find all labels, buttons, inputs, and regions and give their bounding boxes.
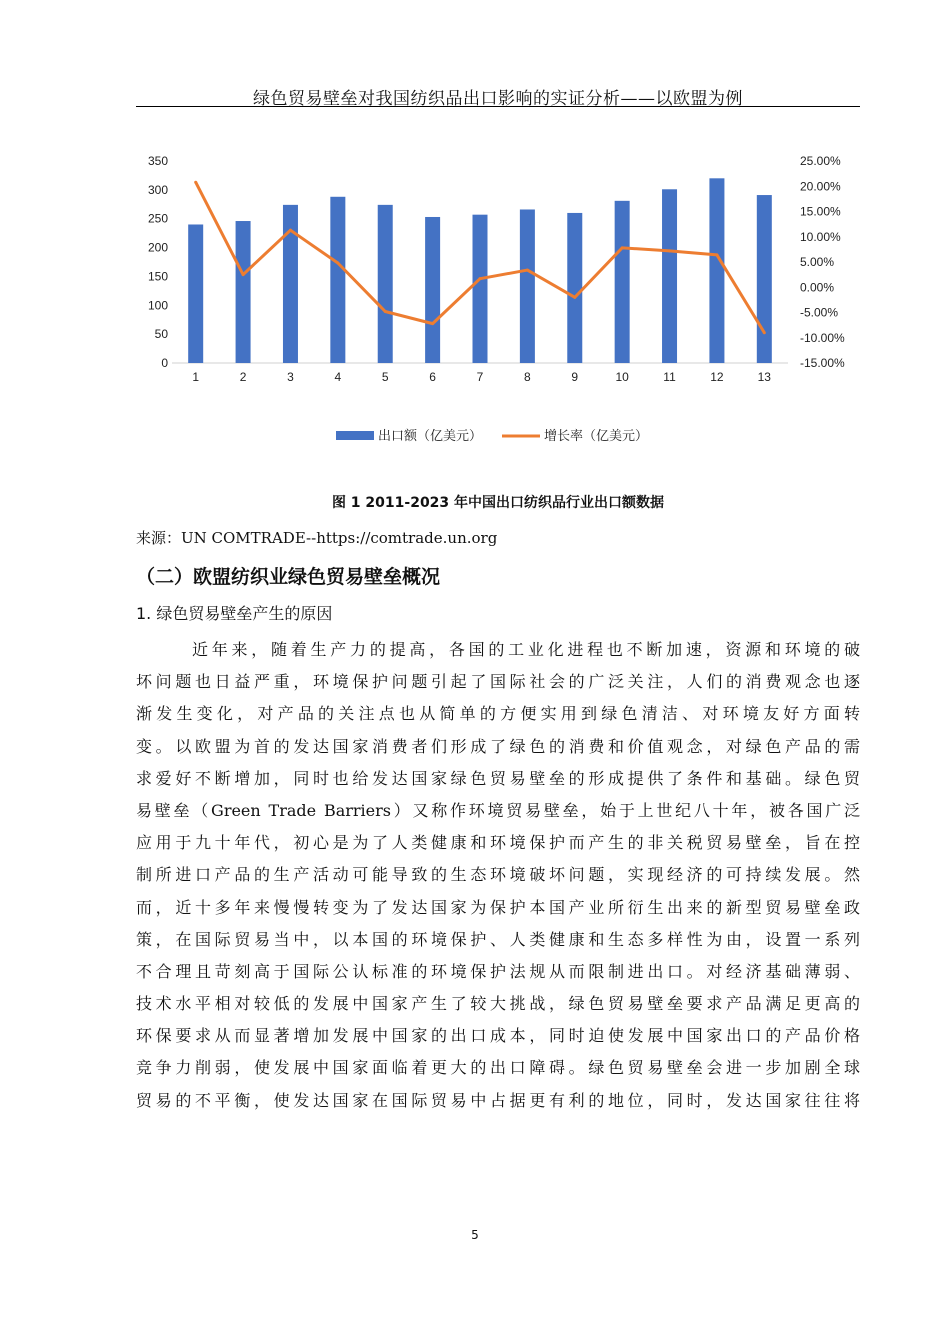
bar-export-value	[188, 224, 203, 363]
x-tick-label: 13	[757, 370, 771, 384]
y-right-tick-label: 5.00%	[800, 255, 835, 269]
bar-export-value	[378, 205, 393, 363]
bar-export-value	[567, 213, 582, 363]
body-line: 而，近十多年来慢慢转变为了发达国家为保护本国产业所衍生出来的新型贸易壁垒政	[136, 897, 860, 917]
body-line: 不合理且苛刻高于国际公认标准的环境保护法规从而限制进出口。对经济基础薄弱、	[136, 961, 860, 981]
growth-rate-point	[289, 229, 292, 232]
growth-rate-point	[336, 262, 339, 265]
growth-rate-point	[715, 253, 718, 256]
sub-heading: 1. 绿色贸易壁垒产生的原因	[136, 604, 333, 623]
body-line: 环保要求从而显著增加发展中国家的出口成本，同时迫使发展中国家出口的产品价格	[136, 1026, 860, 1046]
x-tick-label: 1	[192, 370, 200, 384]
growth-rate-point	[668, 249, 671, 252]
growth-rate-point	[242, 273, 245, 276]
y-left-tick-label: 300	[147, 182, 168, 197]
bar-export-value	[283, 205, 298, 363]
x-tick-label: 2	[239, 370, 247, 384]
body-line: 应用于九十年代，初心是为了人类健康和环境保护而产生的非关税贸易壁垒，旨在控	[136, 833, 860, 853]
growth-rate-point	[526, 269, 529, 272]
x-tick-label: 9	[571, 370, 579, 384]
body-line: 制所进口产品的生产活动可能导致的生态环境破坏问题，实现经济的可持续发展。然	[136, 865, 860, 885]
y-left-tick-label: 150	[147, 269, 168, 284]
page-number: 5	[471, 1228, 479, 1242]
y-right-tick-label: 10.00%	[800, 229, 841, 244]
combo-chart	[136, 148, 860, 468]
bar-export-value	[330, 197, 345, 363]
growth-rate-point	[763, 331, 766, 334]
body-line: 变。以欧盟为首的发达国家消费者们形成了绿色的消费和价值观念，对绿色产品的需	[136, 736, 860, 756]
body-line: 渐发生变化，对产品的关注点也从简单的方便实用到绿色清洁、对环境友好方面转	[136, 704, 860, 724]
x-tick-label: 11	[663, 370, 676, 384]
growth-rate-point	[384, 310, 387, 313]
y-right-tick-label: 25.00%	[800, 154, 841, 168]
y-left-tick-label: 100	[147, 298, 168, 313]
bar-export-value	[236, 221, 251, 363]
bar-export-value	[473, 215, 488, 363]
body-paragraph	[136, 634, 860, 1117]
header-rule	[136, 106, 860, 107]
body-line: 技术水平相对较低的发展中国家产生了较大挑战，绿色贸易壁垒要求产品满足更高的	[136, 994, 860, 1014]
figure-caption: 图 1 2011-2023 年中国出口纺织品行业出口额数据	[331, 495, 665, 511]
bar-export-value	[425, 217, 440, 363]
bar-export-value	[662, 189, 677, 363]
bar-export-value	[520, 209, 535, 363]
body-line: 求爱好不断增加，同时也给发达国家绿色贸易壁垒的形成提供了条件和基础。绿色贸	[136, 768, 860, 788]
legend-label-bar: 出口额（亿美元）	[378, 429, 483, 444]
y-right-tick-label: 15.00%	[800, 204, 841, 219]
legend-swatch-bar	[336, 431, 374, 440]
figure-source: 来源：UN COMTRADE--https://comtrade.un.org	[136, 529, 498, 547]
body-line: 策，在国际贸易当中，以本国的环境保护、人类健康和生态多样性为由，设置一系列	[136, 929, 860, 949]
y-left-tick-label: 350	[147, 154, 168, 168]
running-header-title: 绿色贸易壁垒对我国纺织品出口影响的实证分析——以欧盟为例	[253, 89, 743, 109]
x-tick-label: 7	[476, 370, 484, 384]
y-left-tick-label: 50	[154, 327, 168, 342]
body-line: 易壁垒（Green Trade Barriers）又称作环境贸易壁垒，始于上世纪八十年，被各国广泛	[136, 800, 860, 820]
y-left-tick-label: 200	[147, 240, 168, 255]
bar-export-value	[757, 195, 772, 363]
bar-export-value	[709, 178, 724, 363]
y-right-tick-label: 20.00%	[800, 179, 841, 194]
body-line: 坏问题也日益严重，环境保护问题引起了国际社会的广泛关注，人们的消费观念也逐	[136, 672, 860, 692]
bar-export-value	[615, 201, 630, 363]
x-tick-label: 8	[524, 370, 531, 384]
y-right-tick-label: 0.00%	[800, 280, 835, 295]
y-right-tick-label: -5.00%	[800, 305, 839, 320]
body-line: 竞争力削弱，使发展中国家面临着更大的出口障碍。绿色贸易壁垒会进一步加剧全球	[136, 1058, 860, 1078]
growth-rate-point	[194, 181, 197, 184]
y-right-tick-label: -10.00%	[800, 330, 845, 345]
legend-label-line: 增长率（亿美元）	[544, 429, 649, 444]
x-tick-label: 6	[429, 370, 436, 384]
x-tick-label: 10	[615, 370, 629, 384]
x-tick-label: 5	[381, 370, 389, 384]
body-line: 贸易的不平衡，使发达国家在国际贸易中占据更有利的地位，同时，发达国家往往将	[136, 1090, 860, 1110]
growth-rate-point	[431, 322, 434, 325]
x-tick-label: 3	[287, 370, 294, 384]
x-tick-label: 12	[710, 370, 724, 384]
growth-rate-point	[621, 246, 624, 249]
y-right-tick-label: -15.00%	[800, 356, 845, 370]
section-heading: （二）欧盟纺织业绿色贸易壁垒概况	[136, 566, 441, 588]
body-line: 近年来，随着生产力的提高，各国的工业化进程也不断加速，资源和环境的破	[192, 640, 860, 659]
y-left-tick-label: 0	[161, 356, 168, 370]
x-tick-label: 4	[334, 370, 342, 384]
growth-rate-point	[479, 277, 482, 280]
y-left-tick-label: 250	[147, 211, 168, 226]
growth-rate-point	[573, 296, 576, 299]
